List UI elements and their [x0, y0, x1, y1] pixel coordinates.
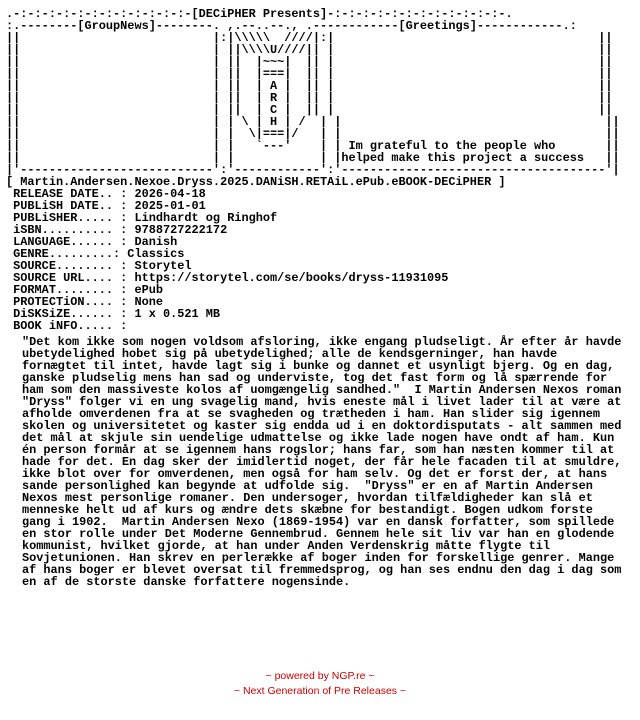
footer-tagline: ~ Next Generation of Pre Releases ~: [233, 685, 407, 697]
book-synopsis: "Det kom ikke som nogen voldsom afsloring, ikke engang pludseligt. År efter år havde ubetydelighed hobet sig på ubetydelighed; alle de kendsgerninger, han havde fornægtet til intet, havde lagt sig i bunke og dannet et usynligt bjerg. Og en dag, ganske pludselig mens han sad og underviste, tog det fast form og lå spærrende for ham som den massiveste kolos af uomgængelig sandhed." I Martin Andersen Nexos roman "Dryss" folger vi en ung svagelig mand, hvis eneste mål i livet lader til at være at afholde omverdenen fra at se svagheden og trætheden i ham. Han slider sig igennem skolen og universitetet og kaster sig endda ud i en doktordisputats - alt sammen med det mål at skjule sin uendelige udmattelse og ikke lade nogen have ondt af ham. Kun én person formår at se igennem hans rogslor; hans far, som han næsten kommer til at hade for det. En dag sker der imidlertid noget, der får hele facaden til at smuldre, ikke blot over for omverdenen, men også for ham selv. Og det er forst der, at hans sande personlighed kan begynde at udfolde sig. "Dryss" er en af Martin Andersen Nexos mest personlige romaner. Den undersoger, hvordan tilfældigheder kan slå et menneske helt ud af kurs og ændre dets skæbne for bestandigt. Bogen udkom forste gang i 1902. Martin Andersen Nexo (1869-1954) var en dansk forfatter, som spillede en stor rolle under Det Moderne Gennembrud. Gennem hele sit liv var han en glodende kommunist, hvilket gjorde, at han under Anden Verdenskrig måtte flygte til Sovjetunionen. Han skrev en perlerække af boger inden for forskellige genrer. Mange af hans boger er blevet oversat til fremmedsprog, og han ses endnu den dag i dag som en af de storste danske forfattere nogensinde.: [22, 335, 629, 589]
footer-powered-by: ~ powered by NGP.re ~: [265, 670, 375, 682]
nfo-ascii-art-and-release-info: .-:-:-:-:-:-:-:-:-:-:-:-:-[DECiPHER Presents]-:-:-:-:-:-:-:-:-:-:-:-:-. :.--------[GroupNews]--------. ,.--..--., .------------[Greetings]------------.: || |:|\\\\\ ////|:| || || | ||\\\\U////|| | || || | || |~~~| || | || || | || |===| || | || || | || | A | || | || || | || | R | || | || || | || | C | || | || || | | \ | H | / | | || || | | \|===|/ | | || || | | `---' | | Im grateful to the people who || || | | | |helped make this project a success || |'---------------------------':'------------':'-------------------------------------'| [ Martin.Andersen.Nexoe.Dryss.2025.DANiSH.RETAiL.ePub.eBOOK-DECiPHER ] RELEASE DATE.. : 2026-04-18 PUBLiSH DATE.. : 2025-01-01 PUBLiSHER..... : Lindhardt og Ringhof iSBN.......... : 9788727222172 LANGUAGE...... : Danish GENRE.........: Classics SOURCE........ : Storytel SOURCE URL.... : https://storytel.com/se/books/dryss-11931095 FORMAT........ : ePub PROTECTiON.... : None DiSKSiZE...... : 1 x 0.521 MB BOOK iNFO..... :: [6, 7, 620, 333]
